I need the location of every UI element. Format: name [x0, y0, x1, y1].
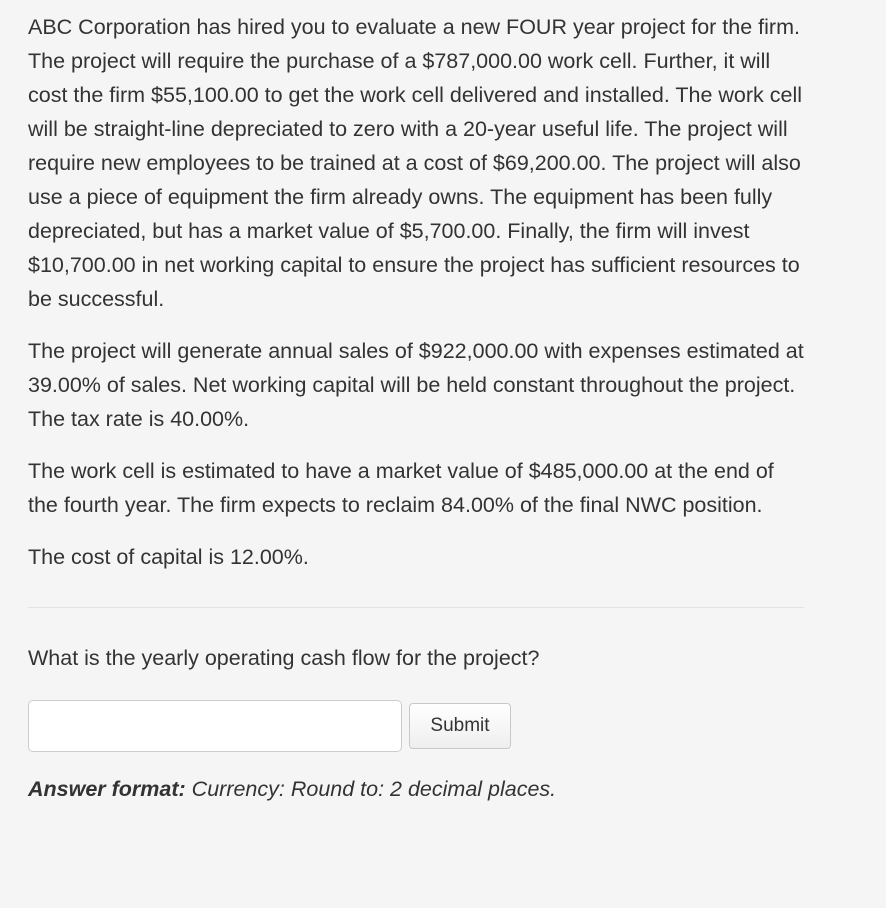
answer-input[interactable]	[28, 700, 402, 752]
question-text: What is the yearly operating cash flow for the project?	[28, 646, 540, 670]
problem-paragraph-1: ABC Corporation has hired you to evaluate a new FOUR year project for the firm. The project will require the purchase of a $787,000.00 work cell. Further, it will cost the firm $55,100.00 to get the work cell delivered and installed. The work cell will be straight-line depreciated to zero with a 20-year useful life. The project will require new employees to be trained at a cost of $69,200.00. The project will also use a piece of equipment the firm already owns. The equipment has been fully depreciated, but has a market value of $5,700.00. Finally, the firm will invest $10,700.00 in net working capital to ensure the project has sufficient resources to be successful.	[28, 15, 803, 311]
problem-statement	[28, 10, 806, 574]
answer-row	[28, 700, 806, 752]
submit-button[interactable]: Submit	[409, 703, 511, 749]
section-divider	[28, 607, 804, 608]
answer-format-label: Answer format:	[28, 777, 186, 801]
problem-paragraph-3: The work cell is estimated to have a market value of $485,000.00 at the end of the fourth year. The firm expects to reclaim 84.00% of the final NWC position.	[28, 459, 774, 517]
answer-format	[28, 772, 806, 806]
answer-format-value: Currency: Round to: 2 decimal places.	[185, 777, 557, 801]
problem-paragraph-4: The cost of capital is 12.00%.	[28, 545, 309, 569]
problem-paragraph-2: The project will generate annual sales of $922,000.00 with expenses estimated at 39.00% of sales. Net working capital will be held constant throughout the project. The tax rate is 40.00%.	[28, 339, 804, 431]
